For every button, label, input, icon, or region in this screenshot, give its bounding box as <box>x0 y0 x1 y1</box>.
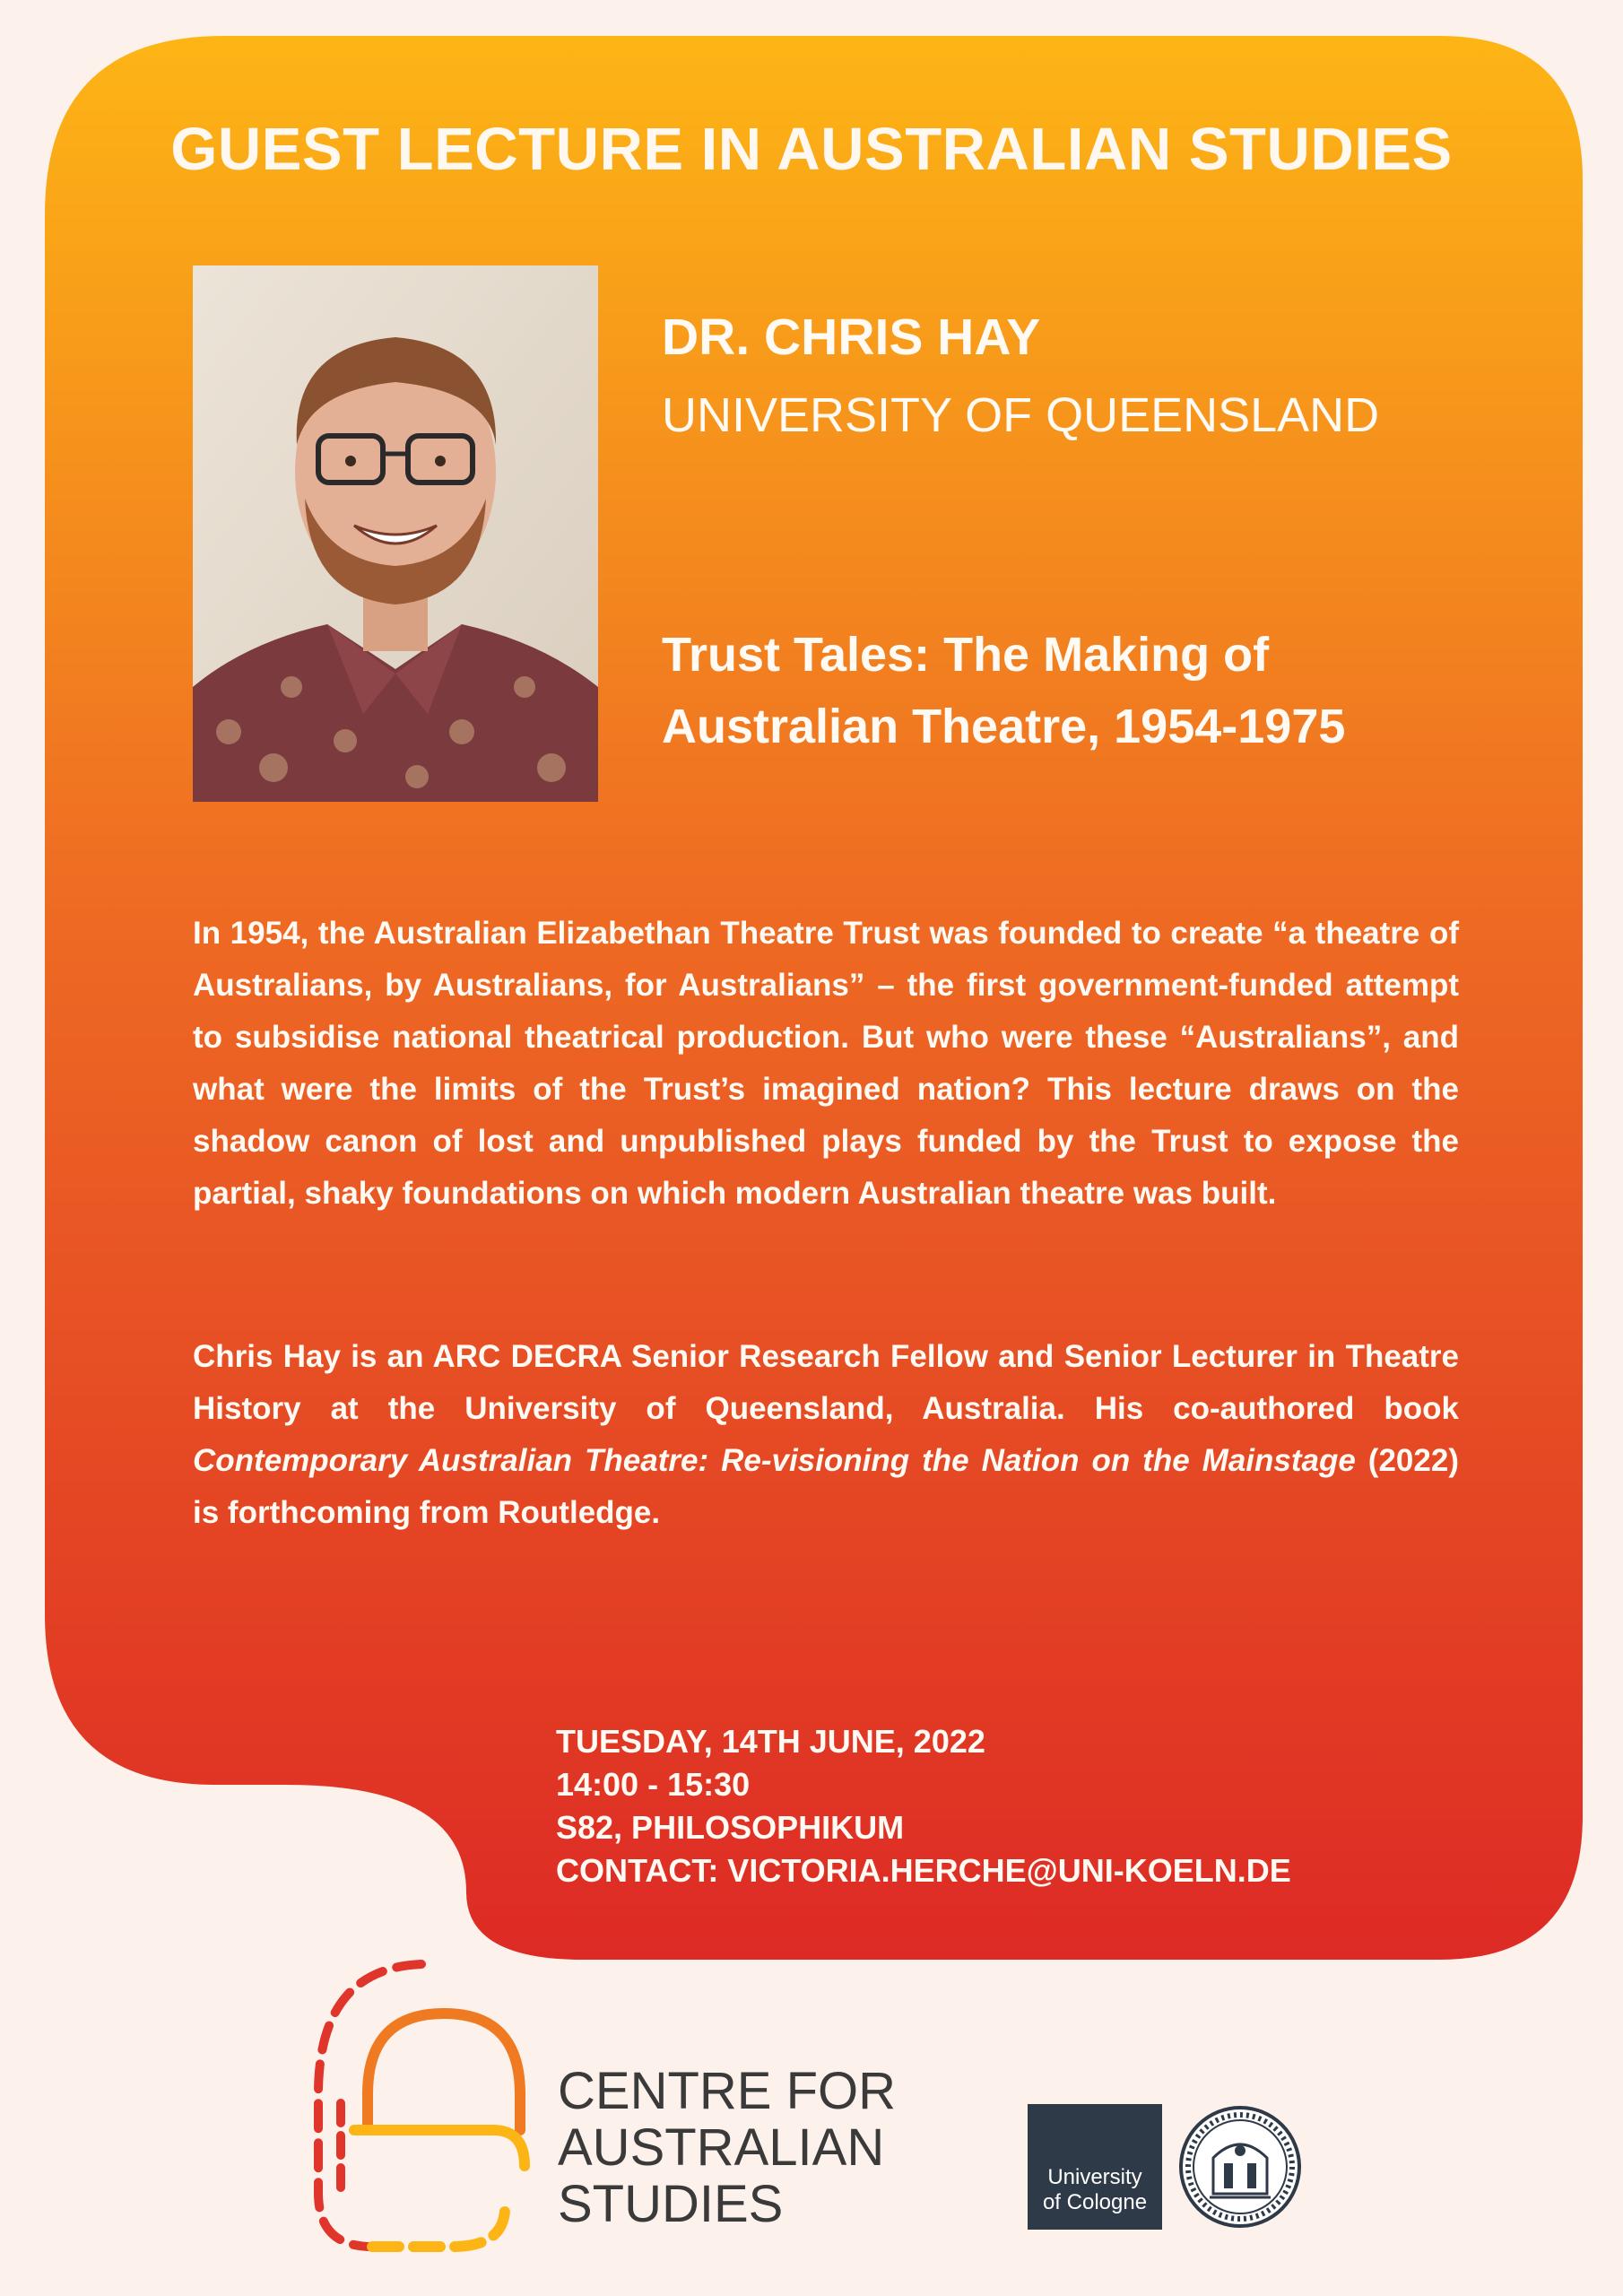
event-location: S82, PHILOSOPHIKUM <box>556 1809 905 1846</box>
centre-name <box>558 2063 896 2232</box>
event-details <box>556 1720 1291 1892</box>
abstract-paragraph: In 1954, the Australian Elizabethan Theatre Trust was founded to create “a theatre of Australians, by Australians, for Australians” – the first government-funded attempt to subsidise national theatrical production. But who were these “Australians”, and what were the limits of the Trust’s imagined nation? This lecture draws on the shadow canon of lost and unpublished plays funded by the Trust to expose the partial, shaky foundations on which modern Australian theatre was built. <box>193 916 1459 1211</box>
university-seal-icon <box>1177 2104 1303 2230</box>
event-time: 14:00 - 15:30 <box>556 1766 751 1803</box>
bio-outro: (2022) is forthcoming from Routledge. <box>193 1443 1459 1530</box>
talk-title-line-2: Australian Theatre, 1954-1975 <box>662 700 1346 753</box>
centre-name-line-2: AUSTRALIAN <box>558 2118 885 2177</box>
talk-title-line-1: Trust Tales: The Making of <box>662 628 1270 682</box>
university-name-line-2: of Cologne <box>1042 2190 1148 2214</box>
event-date: TUESDAY, 14TH JUNE, 2022 <box>556 1723 985 1760</box>
talk-title <box>662 619 1505 762</box>
bio-paragraph <box>193 1331 1459 1539</box>
speaker-photo <box>193 265 598 802</box>
bio-book-title: Contemporary Australian Theatre: Re-visioning the Nation on the Mainstage <box>193 1443 1356 1478</box>
centre-logo-icon <box>300 1951 551 2260</box>
poster-title: GUEST LECTURE IN AUSTRALIAN STUDIES <box>170 116 1453 183</box>
centre-name-line-3: STUDIES <box>558 2175 784 2233</box>
bio-intro: Chris Hay is an ARC DECRA Senior Research Fellow and Senior Lecturer in Theatre History at the University of Queensland, Australia. His co-authored book <box>193 1339 1459 1426</box>
university-logo-box <box>1028 2104 1162 2230</box>
event-contact: CONTACT: VICTORIA.HERCHE@UNI-KOELN.DE <box>556 1852 1291 1889</box>
speaker-affiliation: UNIVERSITY OF QUEENSLAND <box>662 388 1380 442</box>
university-name-line-1: University <box>1047 2165 1142 2189</box>
speaker-name: DR. CHRIS HAY <box>662 309 1041 366</box>
centre-name-line-1: CENTRE FOR <box>558 2062 896 2120</box>
